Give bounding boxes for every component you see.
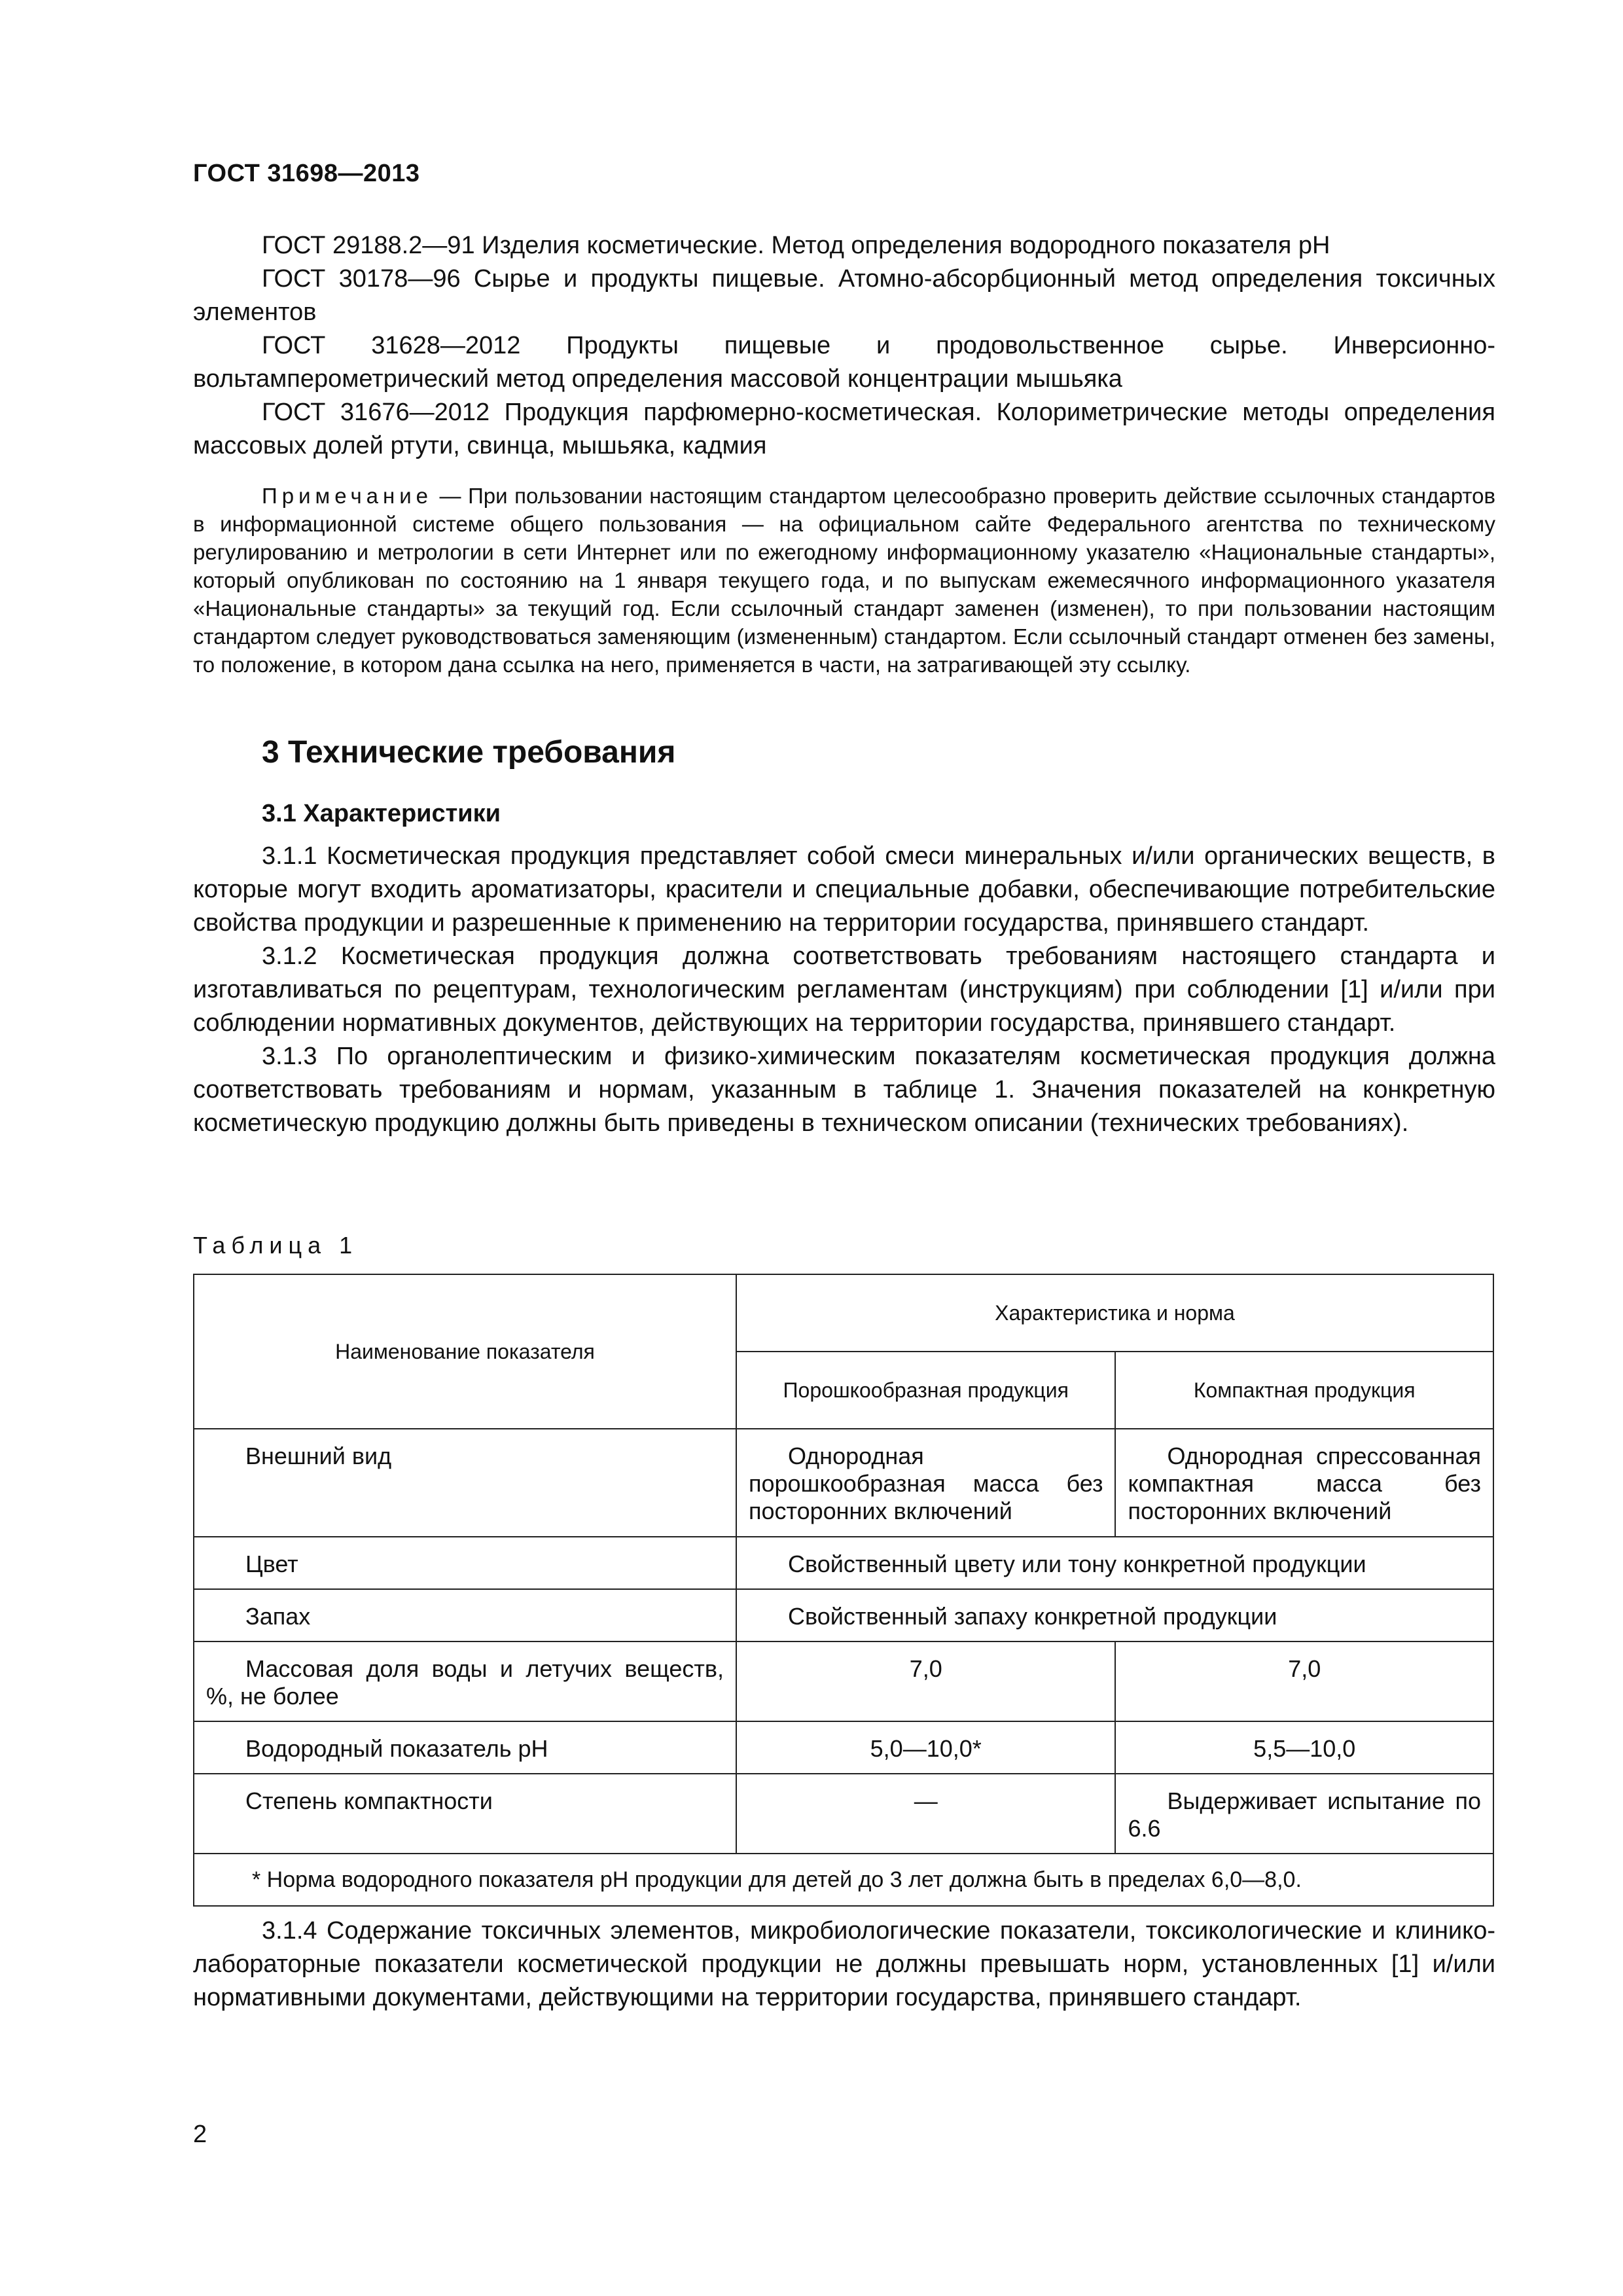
paragraph-3-1-3: 3.1.3 По органолептическим и физико-химическим показателям косметическая продукция должна соответствовать требованиям и нормам, указанным в таблице 1. Значения показателей на конкретную косметическую продукцию должны быть приведены в техническом описании (технических требованиях). — [193, 1043, 1495, 1137]
paragraph-3-1-1: 3.1.1 Косметическая продукция представляет собой смеси минеральных и/или органических веществ, в которые могут входить ароматизаторы, красители и специальные добавки, обеспечивающие потребительские свойства продукции и разрешенные к применению на территории государства, принявшего стандарт. — [193, 842, 1495, 937]
cell-name: Водородный показатель pH — [194, 1721, 736, 1774]
table-row — [194, 1641, 1493, 1721]
cell-merged: Свойственный запаху конкретной продукции — [736, 1589, 1493, 1641]
table-row — [194, 1429, 1493, 1537]
table-footnote-row — [194, 1854, 1493, 1906]
reference-item: ГОСТ 29188.2—91 Изделия косметические. Метод определения водородного показателя pH — [262, 232, 1330, 259]
normative-references — [193, 229, 1495, 463]
table-row — [194, 1537, 1493, 1589]
cell-merged: Свойственный цвету или тону конкретной продукции — [736, 1537, 1493, 1589]
table-footnote: * Норма водородного показателя pH продукции для детей до 3 лет должна быть в пределах 6,0—8,0. — [194, 1854, 1493, 1906]
paragraph-3-1-2: 3.1.2 Косметическая продукция должна соответствовать требованиям настоящего стандарта и изготавливаться по рецептурам, технологическим регламентам (инструкциям) при соблюдении [1] и/или при соблюдении нормативных документов, действующих на территории государства, принявшего стандарт. — [193, 942, 1495, 1037]
reference-item: ГОСТ 31676—2012 Продукция парфюмерно-косметическая. Колориметрические методы определения массовых долей ртути, свинца, мышьяка, кадмия — [193, 399, 1495, 459]
cell-name: Цвет — [194, 1537, 736, 1589]
reference-item: ГОСТ 31628—2012 Продукты пищевые и продовольственное сырье. Инверсионно-вольтамперометрический метод определения массовой концентрации мышьяка — [193, 332, 1495, 393]
table-row — [194, 1774, 1493, 1854]
cell-name: Степень компактности — [194, 1774, 736, 1854]
col-header-name: Наименование показателя — [194, 1274, 736, 1429]
cell-name: Запах — [194, 1589, 736, 1641]
cell-name: Массовая доля воды и летучих веществ, %, не более — [194, 1641, 736, 1721]
section-title: 3 Технические требования — [262, 735, 676, 770]
col-header-group: Характеристика и норма — [736, 1274, 1493, 1352]
requirements-text — [193, 840, 1495, 1140]
requirements-text-continued — [193, 1914, 1495, 2015]
cell-powder: 7,0 — [736, 1641, 1116, 1721]
cell-compact: 5,5—10,0 — [1115, 1721, 1493, 1774]
table-row — [194, 1721, 1493, 1774]
cell-compact: Выдерживает испытание по 6.6 — [1115, 1774, 1493, 1854]
note-block — [193, 482, 1495, 679]
table-caption: Таблица 1 — [193, 1232, 359, 1259]
table-row — [194, 1589, 1493, 1641]
paragraph-3-1-4: 3.1.4 Содержание токсичных элементов, микробиологические показатели, токсикологические и клинико-лабораторные показатели косметической продукции не должны превышать норм, установленных [1] и/или нормативными документами, действующими на территории государства, принявшего стандарт. — [193, 1917, 1495, 2011]
cell-powder: — — [736, 1774, 1116, 1854]
cell-name: Внешний вид — [194, 1429, 736, 1537]
note-text: — При пользовании настоящим стандартом целесообразно проверить действие ссылочных стандартов в информационной системе общего пользования — на официальном сайте Федерального агентства по техническому регулированию и метрологии в сети Интернет или по ежегодному информационному указателю «Национальные стандарты», который опубликован по состоянию на 1 января текущего года, и по выпускам ежемесячного информационного указателя «Национальные стандарты» за текущий год. Если ссылочный стандарт заменен (изменен), то при пользовании настоящим стандартом следует руководствоваться заменяющим (измененным) стандартом. Если ссылочный стандарт отменен без замены, то положение, в котором дана ссылка на него, применяется в части, на затрагивающей эту ссылку. — [193, 484, 1495, 677]
subsection-title: 3.1 Характеристики — [262, 800, 501, 827]
cell-powder: 5,0—10,0* — [736, 1721, 1116, 1774]
document-code: ГОСТ 31698—2013 — [193, 160, 420, 187]
cell-compact: 7,0 — [1115, 1641, 1493, 1721]
col-header-compact: Компактная продукция — [1115, 1352, 1493, 1429]
reference-item: ГОСТ 30178—96 Сырье и продукты пищевые. Атомно-абсорбционный метод определения токсичных элементов — [193, 265, 1495, 326]
cell-compact: Однородная спрессованная компактная масса без посторонних включений — [1115, 1429, 1493, 1537]
col-header-powder: Порошкообразная продукция — [736, 1352, 1116, 1429]
cell-powder: Однородная порошкообразная масса без посторонних включений — [736, 1429, 1116, 1537]
characteristics-table — [193, 1274, 1494, 1907]
note-label: Примечание — [262, 484, 433, 508]
page-number: 2 — [193, 2121, 207, 2148]
